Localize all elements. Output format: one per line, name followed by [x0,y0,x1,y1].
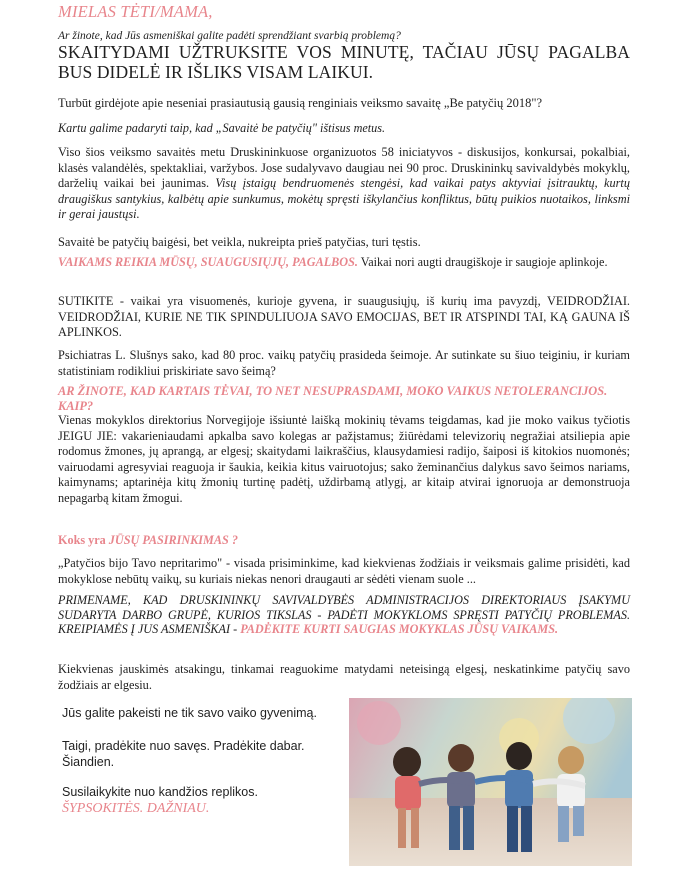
side-refrain-line: Susilaikykite nuo kandžios replikos. [62,785,258,799]
choice-heading [58,533,630,548]
salutation: MIELAS TĖTI/MAMA, [58,2,213,21]
remind-emphasis: PADĖKITE KURTI SAUGIAS MOKYKLAS JŪSŲ VAIKAMS. [240,622,559,636]
paragraph-ended: Savaitė be patyčių baigėsi, bet veikla, nukreipta prieš patyčias, turi tęstis. [58,235,421,249]
side-refrain [62,784,332,817]
paragraph-norway: Vienas mokyklos direktorius Norvegijoje išsiuntė laišką mokinių tėvams teigdamas, kad jie moko vaikus tyčiotis JEIGU JIE: vakarieniaudami apkalba savo kolegas ar pažįstamus; žiūrėdami televizorių negražiai atsiliepia apie rodomus žmones, jų aprangą, ar elgesį; skaitydami laikraščius, klausydamiesi radijo, šaiposi iš kitokios nuomonės; vairuodami agresyviai reaguoja ir šaukia, keikia kitus vairuotojus; sako žeminančius dalykus savo šeimos nariams, kaimynams; aptarinėja kitų žmonių turtinę padėtį, uždirbamą atlygį, ar kitaip atvirai ignoruoja ar demonstruoja nepagarbą kitam žmogui. [58,413,630,505]
need-emphasis: VAIKAMS REIKIA MŪSŲ, SUAUGUSIŲJŲ, PAGALBOS. [58,255,358,269]
side-start [62,738,332,770]
choice-italic: JŪSŲ PASIRINKIMAS ? [108,533,238,547]
paragraph-heard: Turbūt girdėjote apie neseniai prasiautusią gausią renginiais veiksmo savaitę „Be patyčių 2018"? [58,96,543,110]
headline: SKAITYDAMI UŽTRUKSITE VOS MINUTĘ, TAČIAU JŪSŲ PAGALBA BUS DIDELĖ IR IŠLIKS VISAM LAIKUI. [58,42,630,82]
choice-lead: Koks yra [58,533,109,547]
side-change: Jūs galite pakeisti ne tik savo vaiko gyvenimą. [62,706,317,720]
week-text: Viso šios veiksmo savaitės metu Druskininkuose organizuotos 58 iniciatyvos - diskusijos, konkursai, pokalbiai, klasės valandėlės, spektakliai, varžybos. Jose sudalyvavo daugiau nei 90 proc. Druskininkų savivaldybės mokyklų, darželių vaikai bei jaunimas. [58,145,630,190]
paragraph-quote: „Patyčios bijo Tavo nepritarimo" - visada prisiminkime, kad kiekvienas žodžiais ir veiksmais galime prisidėti, kad mokyklose nebūtų vaikų, su kuriais niekas nenori draugauti ar sėdėti vienam suole ... [58,556,630,586]
remind-text: PRIMENAME, KAD DRUSKININKŲ SAVIVALDYBĖS ADMINISTRACIJOS DIREKTORIAUS ĮSAKYMU SUDARYTA DARBO GRUPĖ, KURIOS TIKSLAS - PADĖTI MOKYKLOMS SPRĘSTI PATYČIŲ PROBLEMAS. KREIPIAMĖS Į JUS ASMENIŠKAI - [58,593,630,636]
week-italic: Visų įstaigų bendruomenės stengėsi, kad vaikai patys aktyviai įsitrauktų, kurtų draugiškus santykius, kalbėtų apie sunkumus, mokėtų spręsti iškylančius konfliktus, būtų puikios nuotaikos, linksmi ir gerai jaustųsi. [58,176,630,221]
paragraph-know-heading: AR ŽINOTE, KAD KARTAIS TĖVAI, TO NET NESUPRASDAMI, MOKO VAIKUS NETOLERANCIJOS. KAIP? [58,384,608,413]
paragraph-week [58,145,630,223]
paragraph-agree: SUTIKITE - vaikai yra visuomenės, kurioje gyvena, ir suaugusiųjų, iš kurių ima pavyzdį, VEIDRODŽIAI. VEIDRODŽIAI, KURIE NE TIK SPINDULIUOJA SAVO EMOCIJAS, BET IR ATSPINDI TAI, KĄ GAUNA IŠ APLINKOS. [58,294,630,339]
side-smile: ŠYPSOKITĖS. DAŽNIAU. [62,801,210,816]
children-photo [349,698,632,866]
paragraph-psychiatrist: Psichiatras L. Slušnys sako, kad 80 proc. vaikų patyčių prasideda šeimoje. Ar sutinkate su šiuo teiginiu, ir kuriam statistiniam rodikliui priskiriate savo šeimą? [58,348,630,378]
paragraph-together: Kartu galime padaryti taip, kad „Savaitė be patyčių" ištisus metus. [58,121,386,135]
paragraph-remind [58,593,630,637]
paragraph-need [58,255,630,271]
side-start-line1: Taigi, pradėkite nuo savęs. Pradėkite dabar. [62,739,305,753]
need-rest: Vaikai nori augti draugiškoje ir saugioje aplinkoje. [357,255,608,269]
paragraph-responsible: Kiekvienas jauskimės atsakingu, tinkamai reaguokime matydami neteisingą elgesį, neskatinkime patyčių savo žodžiais ar elgesiu. [58,662,630,692]
question-line: Ar žinote, kad Jūs asmeniškai galite padėti sprendžiant svarbią problemą? [58,30,401,42]
side-start-line2: Šiandien. [62,755,115,769]
